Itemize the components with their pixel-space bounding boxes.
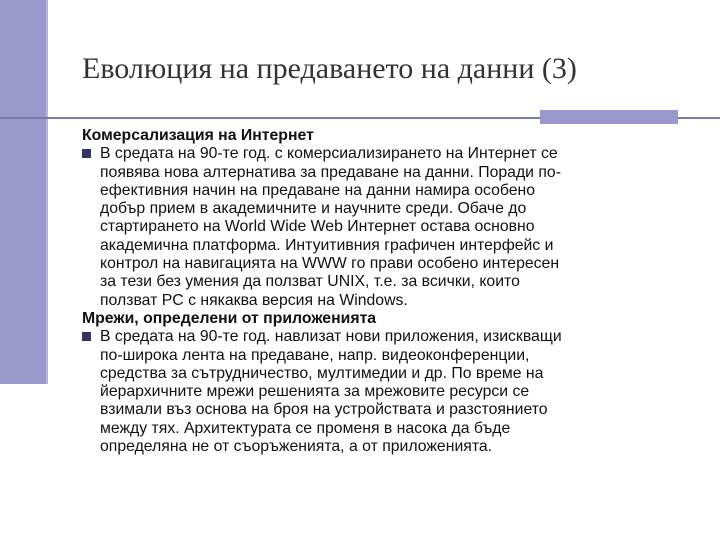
paragraph-line: академична платформа. Интуитивния графичен интерфейс и [100,236,554,254]
slide-content [82,127,707,456]
paragraph-line: контрол на навигацията на WWW го прави особено интересен [100,255,560,273]
section-heading-commercialization: Комерсализация на Интернет [82,127,314,144]
slide-title: Еволюция на предаването на данни (3) [82,52,577,85]
paragraph-line: взимали въз основа на броя на устройствата и разстоянието [100,401,548,419]
paragraph-line: стартирането на World Wide Web Интернет остава основно [100,218,535,236]
divider-accent-block [540,110,678,124]
paragraph-line: В средата на 90-те год. с комерсиализирането на Интернет се [100,145,558,163]
paragraph-line: В средата на 90-те год. навлизат нови приложения, изискващи [100,328,562,346]
paragraph-line: средства за сътрудничество, мултимедии и др. По време на [100,364,544,382]
paragraph-line: ползват PC с някаква версия на Windows. [100,291,408,309]
paragraph-line: за тези без умения да ползват UNIX, т.е. за всички, които [100,273,520,291]
square-bullet-icon [82,332,91,341]
bullet-paragraph-application-networks [82,328,707,456]
section-heading-application-networks: Мрежи, определени от приложенията [82,309,377,327]
paragraph-line: появява нова алтернатива за предаване на данни. Поради по- [100,163,561,181]
paragraph-line: по-широка лента на предаване, напр. видеоконференции, [100,346,530,364]
paragraph-line: ефективния начин на предаване на данни намира особено [100,181,536,199]
paragraph-line: йерархичните мрежи решенията за мрежовите ресурси се [100,383,530,401]
bullet-paragraph-commercialization [82,145,707,310]
paragraph-line: между тях. Архитектурата се променя в насока да бъде [100,419,511,437]
paragraph-line: определяна не от съоръженията, а от приложенията. [100,438,493,456]
sidebar-decoration-bar [0,0,48,384]
paragraph-line: добър прием в академичните и научните среди. Обаче до [100,200,527,218]
square-bullet-icon [82,149,91,158]
